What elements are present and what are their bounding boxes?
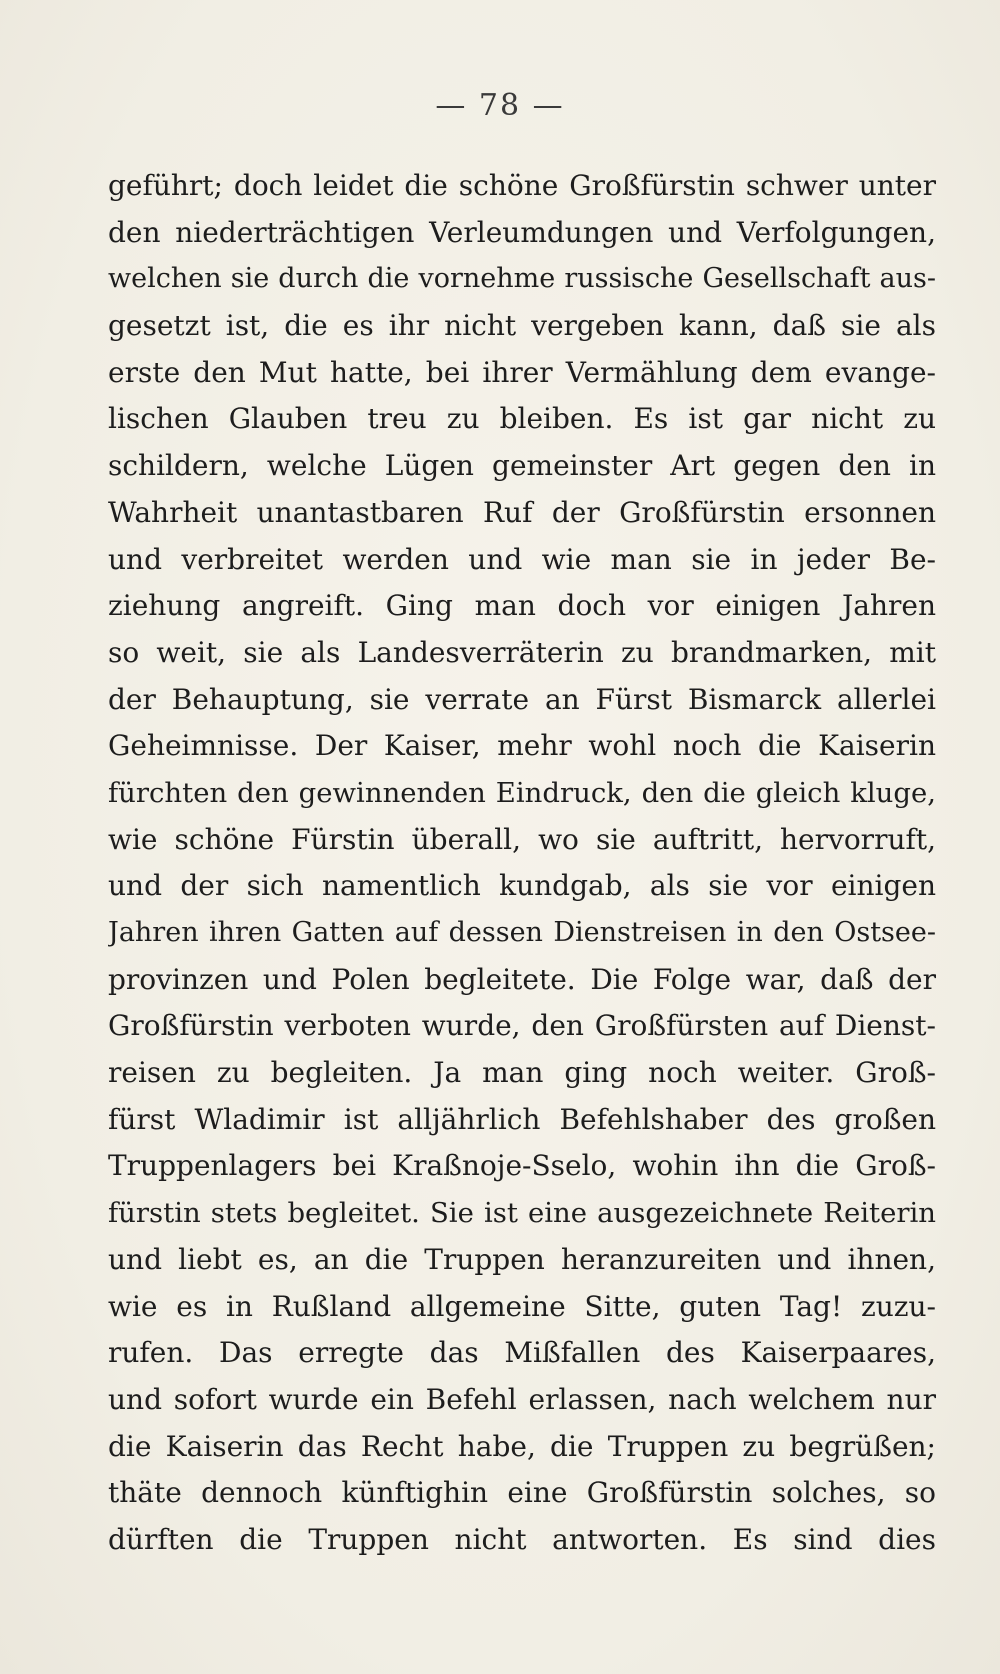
text-line: fürstin stets begleitet. Sie ist eine ausgezeichnete Reiterin <box>108 1197 936 1230</box>
text-line: fürst Wladimir ist alljährlich Befehlshaber des großen <box>108 1102 936 1136</box>
text-line: wie es in Rußland allgemeine Sitte, guten Tag! zuzu- <box>108 1289 936 1323</box>
text-line: den niederträchtigen Verleumdungen und Verfolgungen, <box>108 215 936 249</box>
text-line: Großfürstin verboten wurde, den Großfürsten auf Dienst- <box>108 1009 936 1043</box>
text-line: fürchten den gewinnenden Eindruck, den die gleich kluge, <box>108 776 936 809</box>
text-line: reisen zu begleiten. Ja man ging noch weiter. Groß- <box>108 1056 936 1090</box>
text-line: erste den Mut hatte, bei ihrer Vermählung dem evange- <box>108 355 936 389</box>
text-line: lischen Glauben treu zu bleiben. Es ist gar nicht zu <box>108 402 936 436</box>
text-line: ziehung angreift. Ging man doch vor einigen Jahren <box>108 589 936 623</box>
text-line: und sofort wurde ein Befehl erlassen, nach welchem nur <box>108 1382 936 1416</box>
body-text <box>108 163 936 1564</box>
text-line: provinzen und Polen begleitete. Die Folge war, daß der <box>108 962 936 996</box>
text-line: rufen. Das erregte das Mißfallen des Kaiserpaares, <box>108 1336 936 1370</box>
text-line: Truppenlagers bei Kraßnoje-Sselo, wohin ihn die Groß- <box>108 1149 936 1183</box>
text-line: Geheimnisse. Der Kaiser, mehr wohl noch die Kaiserin <box>108 729 936 763</box>
text-line: dürften die Truppen nicht antworten. Es sind dies <box>108 1522 936 1556</box>
text-line: welchen sie durch die vornehme russische Gesellschaft aus- <box>108 263 936 295</box>
text-line: geführt; doch leidet die schöne Großfürstin schwer unter <box>108 169 936 202</box>
text-line: thäte dennoch künftighin eine Großfürstin solches, so <box>108 1476 936 1510</box>
text-line: und verbreitet werden und wie man sie in jeder Be- <box>108 542 936 576</box>
text-line: die Kaiserin das Recht habe, die Truppen zu begrüßen; <box>108 1429 936 1463</box>
page-number: — 78 — <box>435 88 565 123</box>
text-line: gesetzt ist, die es ihr nicht vergeben kann, daß sie als <box>108 309 936 343</box>
text-line: Wahrheit unantastbaren Ruf der Großfürstin ersonnen <box>108 495 936 529</box>
text-line: und der sich namentlich kundgab, als sie vor einigen <box>108 869 936 903</box>
text-line: der Behauptung, sie verrate an Fürst Bismarck allerlei <box>108 682 936 716</box>
text-line: wie schöne Fürstin überall, wo sie auftritt, hervorruft, <box>108 822 936 856</box>
text-line: und liebt es, an die Truppen heranzureiten und ihnen, <box>108 1242 936 1276</box>
text-line: Jahren ihren Gatten auf dessen Dienstreisen in den Ostsee- <box>108 917 936 948</box>
text-line: schildern, welche Lügen gemeinster Art gegen den in <box>108 449 936 483</box>
text-line: so weit, sie als Landesverräterin zu brandmarken, mit <box>108 635 936 669</box>
